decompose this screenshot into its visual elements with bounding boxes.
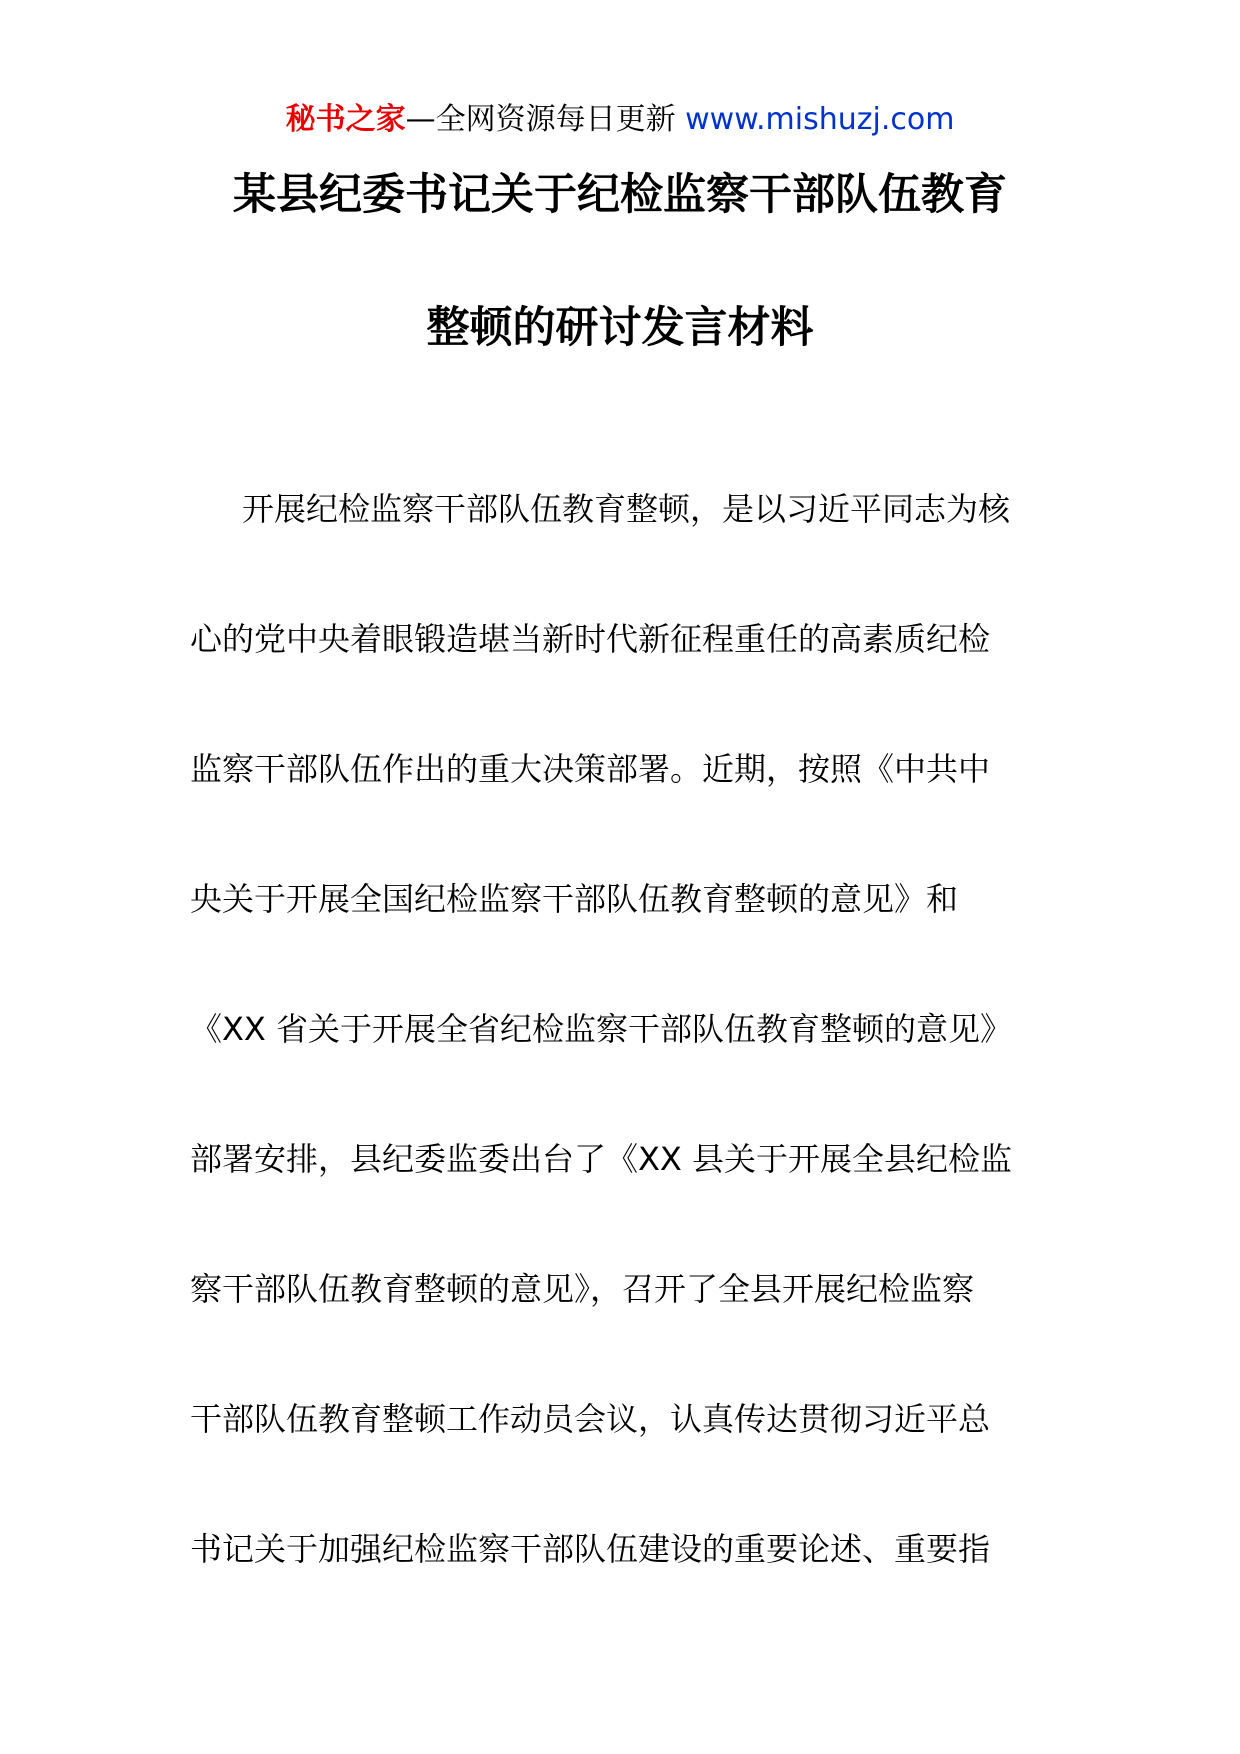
site-header: [0, 100, 1240, 140]
document-title-line-1: 某县纪委书记关于纪检监察干部队伍教育: [233, 170, 1007, 220]
site-url-link[interactable]: www.mishuzj.com: [685, 102, 955, 137]
body-line: 书记关于加强纪检监察干部队伍建设的重要论述、重要指: [190, 1530, 991, 1568]
body-line: 察干部队伍教育整顿的意见》，召开了全县开展纪检监察: [190, 1270, 975, 1308]
site-slogan: —全网资源每日更新: [405, 102, 676, 137]
body-line: 心的党中央着眼锻造堪当新时代新征程重任的高素质纪检: [190, 620, 991, 658]
body-line: 央关于开展全国纪检监察干部队伍教育整顿的意见》和: [190, 880, 959, 918]
site-brand: 秘书之家: [285, 102, 406, 137]
document-title-line-2: 整顿的研讨发言材料: [426, 303, 814, 353]
body-line: 开展纪检监察干部队伍教育整顿，是以习近平同志为核: [242, 490, 1011, 528]
body-line: 监察干部队伍作出的重大决策部署。近期，按照《中共中: [190, 750, 991, 788]
body-line: 干部队伍教育整顿工作动员会议，认真传达贯彻习近平总: [190, 1400, 991, 1438]
body-line: 部署安排，县纪委监委出台了《XX 县关于开展全县纪检监: [190, 1140, 1013, 1178]
body-line: 《XX 省关于开展全省纪检监察干部队伍教育整顿的意见》: [190, 1010, 1013, 1048]
